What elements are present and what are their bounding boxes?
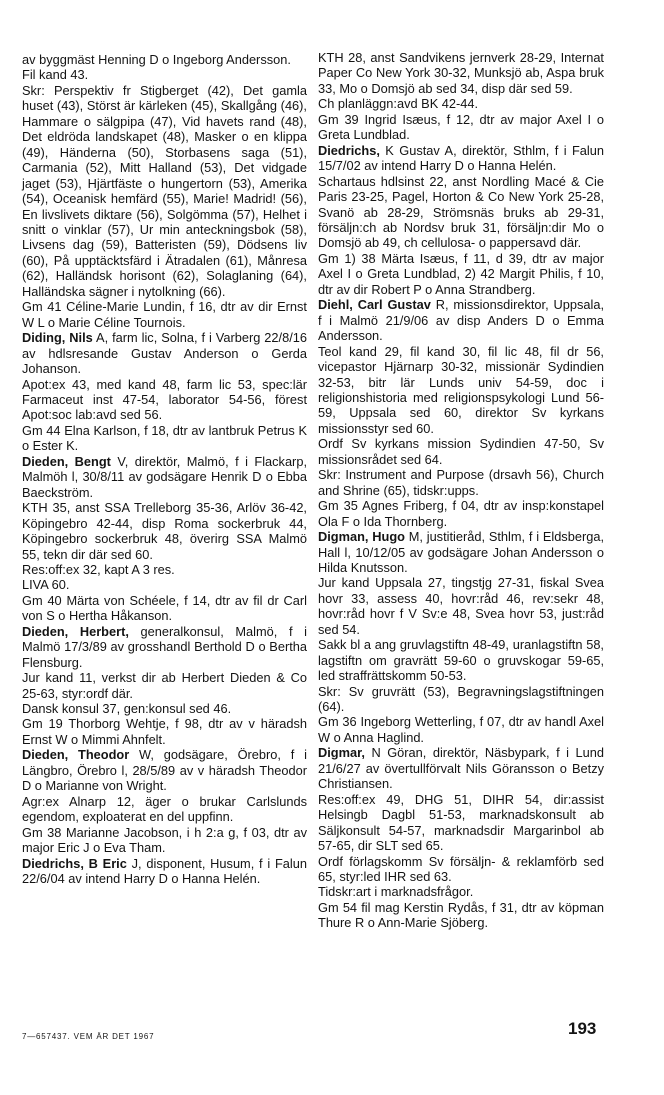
entry-name: Dieden, Theodor	[22, 747, 130, 763]
entry-text: generalkonsul, Malmö, f i Malmö 17/3/89 av grosshandl Berthold D o Bertha Flensburg.	[22, 623, 307, 670]
entry-paragraph	[318, 174, 604, 251]
entry-name: Dieden, Herbert,	[22, 623, 129, 639]
left-column	[22, 52, 307, 886]
entry-paragraph	[22, 825, 307, 856]
entry-paragraph	[318, 900, 604, 931]
entry-text: M, justitieråd, Sthlm, f i Eldsberga, Hall l, 10/12/05 av godsägare Johan Andersson o Hilda Knutsson.	[318, 529, 604, 575]
entry-heading-paragraph	[22, 330, 307, 376]
entry-text: K Gustav A, direktör, Sthlm, f i Falun 15/7/02 av intend Harry D o Hanna Helén.	[318, 142, 604, 174]
entry-paragraph	[22, 83, 307, 299]
entry-paragraph	[22, 52, 307, 67]
entry-paragraph	[318, 112, 604, 143]
entry-paragraph	[22, 701, 307, 716]
entry-paragraph	[318, 436, 604, 467]
entry-text: Ordf förlagskomm Sv försäljn- & reklamförb sed 65, styr:led IHR sed 63.	[318, 853, 604, 885]
entry-name: Diding, Nils	[22, 330, 93, 346]
entry-text: V, direktör, Malmö, f i Flackarp, Malmöh l, 30/8/11 av godsägare Henrik D o Ebba Baeckström.	[22, 453, 307, 500]
entry-paragraph	[22, 670, 307, 701]
entry-text: KTH 35, anst SSA Trelleborg 35-36, Arlöv 36-42, Köpingebro 42-44, disp Roma sockerbruk 44, Köpingebro sockerbruk 48, överirg SSA Malmö 55, tekn dir där sed 60.	[22, 500, 307, 562]
entry-paragraph	[318, 684, 604, 715]
right-column	[318, 50, 604, 931]
entry-text: Skr: Sv gruvrätt (53), Begravningslagstiftningen (64).	[318, 683, 604, 715]
entry-paragraph	[318, 714, 604, 745]
entry-text: Gm 19 Thorborg Wehtje, f 98, dtr av v häradsh Ernst W o Mimmi Ahnfelt.	[22, 716, 307, 747]
entry-heading-paragraph	[318, 297, 604, 343]
entry-paragraph	[318, 884, 604, 899]
entry-paragraph	[22, 794, 307, 825]
entry-text: Gm 40 Märta von Schéele, f 14, dtr av fil dr Carl von S o Hertha Håkanson.	[22, 592, 307, 624]
entry-text: Res:off:ex 32, kapt A 3 res.	[22, 561, 175, 577]
entry-text: N Göran, direktör, Näsbypark, f i Lund 21/6/27 av övertullförvalt Nils Göransson o Betzy Christiansen.	[318, 745, 604, 792]
entry-text: Tidskr:art i marknadsfrågor.	[318, 884, 474, 900]
entry-paragraph	[318, 251, 604, 297]
entry-text: Skr: Perspektiv fr Stigberget (42), Det gamla huset (43), Störst är kärleken (45), Skallgång (46), Hammare o sälgpipa (47), Vid havets rand (48), Det eldröda landskapet (48), Masker o en klippa (49), Händerna (50), Storbasens saga (51), Carmania (52), Mitt Halland (53), Det vidgade jaget (53), Hjärtfäste o hungertorn (53), Amerika (54), Oceanisk hemfärd (55), Marie! Madrid! (56), En livslivets diktare (56), Solgömma (57), Helhet i snitt o vinklar (57), Ur min anteckningsbok (58), Livsens dag (59), Batteristen (59), Dödsens liv (60), På upptäcktsfärd i Ätradalen (61), Månresa (62), Halländsk horisont (62), Solaglaning (64), Halländska sägner i nytolkning (66).	[22, 82, 307, 299]
entry-name: Diedrichs, B Eric	[22, 855, 127, 871]
entry-text: J, disponent, Husum, f i Falun 22/6/04 av intend Harry D o Hanna Helén.	[22, 855, 307, 887]
entry-text: Gm 36 Ingeborg Wetterling, f 07, dtr av handl Axel W o Anna Haglind.	[318, 714, 604, 745]
entry-paragraph	[318, 50, 604, 96]
entry-text: Dansk konsul 37, gen:konsul sed 46.	[22, 701, 232, 717]
entry-text: Gm 1) 38 Märta Isæus, f 11, d 39, dtr av major Axel I o Greta Lundblad, 2) 42 Margit Philis, f 10, dtr av dir Robert P o Anna Strandberg.	[318, 250, 604, 297]
entry-text: Gm 39 Ingrid Isæus, f 12, dtr av major Axel I o Greta Lundblad.	[318, 111, 604, 143]
entry-heading-paragraph	[22, 747, 307, 793]
entry-paragraph	[22, 500, 307, 562]
entry-text: Gm 41 Céline-Marie Lundin, f 16, dtr av dir Ernst W L o Marie Céline Tournois.	[22, 299, 307, 330]
entry-paragraph	[318, 575, 604, 637]
entry-text: KTH 28, anst Sandvikens jernverk 28-29, Internat Paper Co New York 30-32, Munksjö ab, Aspa bruk 33, Mo o Domsjö ab sed 34, disp där sed 59.	[318, 50, 604, 96]
entry-text: W, godsägare, Örebro, f i Längbro, Örebro l, 28/5/89 av v häradsh Theodor D o Marianne von Wright.	[22, 747, 307, 794]
entry-name: Diedrichs,	[318, 142, 380, 158]
entry-text: Res:off:ex 49, DHG 51, DIHR 54, dir:assist Helsingb Dagbl 51-53, marknadskonsult ab Säljkonsult 54-57, marknadsdir Margarinbol ab 57-65, dir SLT sed 65.	[318, 791, 604, 854]
entry-paragraph	[22, 716, 307, 747]
entry-paragraph	[22, 423, 307, 454]
entry-text: Sakk bl a ang gruvlagstiftn 48-49, uranlagstiftn 58, lagstiftn om gravrätt 59-60 o gruvskogar 59-65, led straffrättskomm 50-53.	[318, 637, 604, 684]
entry-paragraph	[22, 562, 307, 577]
entry-paragraph	[22, 593, 307, 624]
entry-paragraph	[318, 854, 604, 885]
entry-text: Gm 44 Elna Karlson, f 18, dtr av lantbruk Petrus K o Ester K.	[22, 422, 307, 454]
entry-heading-paragraph	[318, 745, 604, 791]
entry-text: A, farm lic, Solna, f i Varberg 22/8/16 av hdlsresande Gustav Anderson o Gerda Johanson.	[22, 330, 307, 377]
entry-text: Jur kand Uppsala 27, tingstjg 27-31, fiskal Svea hovr 33, assess 40, hovr:råd 46, rev:sekr 48, hovr:råd hovr f V Sv:e 48, Svea hovr 53, just:råd sed 54.	[318, 575, 604, 637]
entry-heading-paragraph	[22, 624, 307, 670]
entry-text: Teol kand 29, fil kand 30, fil lic 48, fil dr 56, vicepastor Hjärnarp 30-32, missionär Sydindien 32-53, bitr lär Lunds univ 54-59, doc i religionshistoria med religionspsykologi Lund 56-59, Uppsala sed 60, direktor Sv kyrkans missionsstyr sed 60.	[318, 343, 604, 436]
entry-paragraph	[22, 377, 307, 423]
entry-text: Apot:ex 43, med kand 48, farm lic 53, spec:lär Farmaceut inst 47-54, laborator 54-56, förest Apot:soc lab:avd sed 56.	[22, 376, 307, 423]
entry-text: Agr:ex Alnarp 12, äger o brukar Carlslunds egendom, exploaterat en del uppfinn.	[22, 793, 307, 825]
entry-paragraph	[318, 467, 604, 498]
entry-name: Diehl, Carl Gustav	[318, 297, 431, 313]
entry-paragraph	[318, 498, 604, 529]
entry-text: LIVA 60.	[22, 577, 70, 593]
entry-text: Fil kand 43.	[22, 67, 89, 83]
entry-name: Digman, Hugo	[318, 529, 405, 545]
entry-paragraph	[22, 67, 307, 82]
entry-text: av byggmäst Henning D o Ingeborg Andersson.	[22, 52, 291, 67]
entry-paragraph	[318, 344, 604, 437]
entry-text: R, missionsdirektor, Uppsala, f i Malmö 21/9/06 av disp Anders D o Emma Andersson.	[318, 297, 605, 344]
entry-paragraph	[318, 96, 604, 111]
entry-paragraph	[22, 577, 307, 592]
print-code: 7—657437. VEM ÄR DET 1967	[22, 1032, 155, 1041]
entry-heading-paragraph	[22, 454, 307, 500]
entry-text: Ordf Sv kyrkans mission Sydindien 47-50, Sv missionsrådet sed 64.	[318, 436, 604, 467]
entry-text: Gm 54 fil mag Kerstin Rydås, f 31, dtr av köpman Thure R o Ann-Marie Sjöberg.	[318, 899, 604, 931]
entry-paragraph	[318, 792, 604, 854]
entry-text: Gm 38 Marianne Jacobson, i h 2:a g, f 03, dtr av major Eric J o Eva Tham.	[22, 824, 307, 856]
entry-name: Digmar,	[318, 745, 365, 761]
entry-text: Ch planläggn:avd BK 42-44.	[318, 96, 479, 112]
entry-paragraph	[318, 637, 604, 683]
entry-heading-paragraph	[22, 856, 307, 887]
page-number: 193	[568, 1019, 597, 1038]
entry-heading-paragraph	[318, 143, 604, 174]
entry-text: Jur kand 11, verkst dir ab Herbert Dieden & Co 25-63, styr:ordf där.	[22, 670, 307, 701]
entry-name: Dieden, Bengt	[22, 453, 111, 469]
entry-text: Schartaus hdlsinst 22, anst Nordling Macé & Cie Paris 23-25, Pagel, Horton & Co New York 25-28, Svanö ab 28-29, Strömsnäs bruks ab 29-31, försäljn:ch ab Nordsv bruk 31, försäljn:dir Mo o Domsjö ab 49, ch cellulosa- o pappersavd där.	[318, 173, 604, 251]
entry-heading-paragraph	[318, 529, 604, 575]
entry-paragraph	[22, 299, 307, 330]
entry-text: Gm 35 Agnes Friberg, f 04, dtr av insp:konstapel Ola F o Ida Thornberg.	[318, 498, 604, 529]
entry-text: Skr: Instrument and Purpose (drsavh 56), Church and Shrine (65), tidskr:upps.	[318, 467, 604, 498]
